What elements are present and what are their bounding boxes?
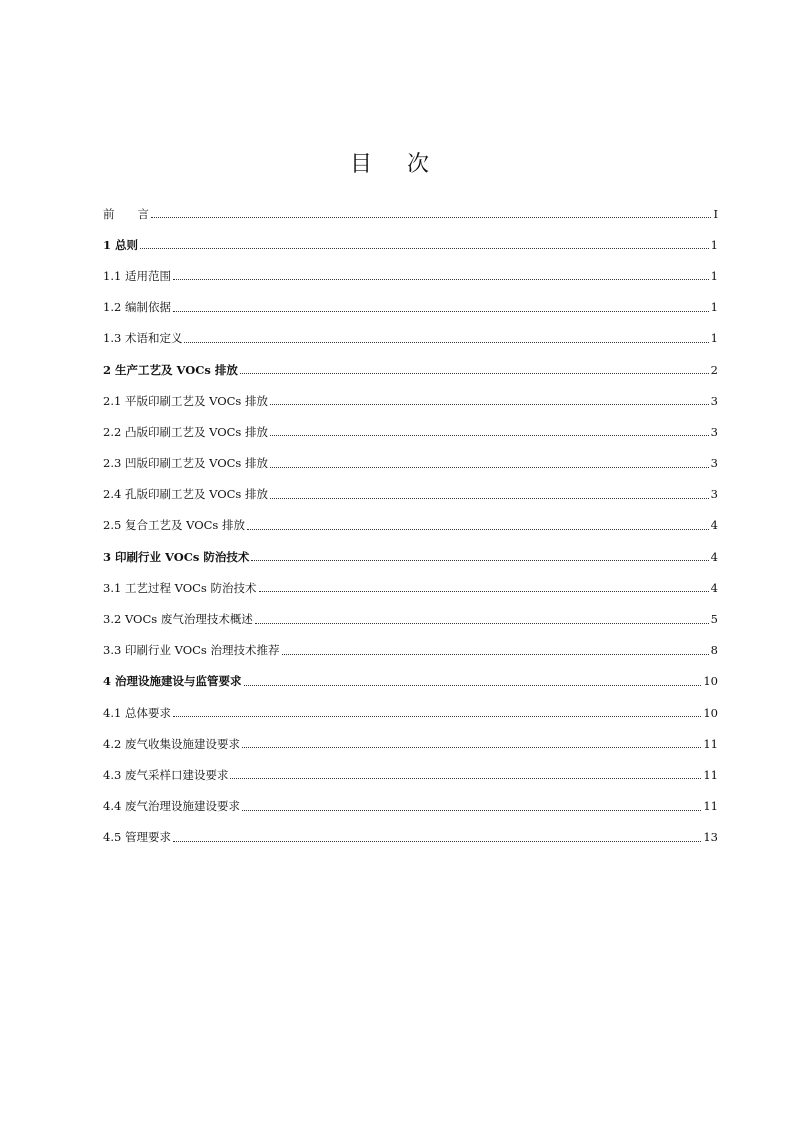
toc-page-number: 11 bbox=[703, 799, 718, 814]
toc-entry-label: 3 印刷行业 VOCs 防治技术 bbox=[103, 549, 250, 564]
dot-leader bbox=[173, 311, 709, 312]
toc-entry-4-2[interactable] bbox=[103, 728, 718, 759]
toc-entry-label: 2 生产工艺及 VOCs 排放 bbox=[103, 362, 238, 377]
toc-page-number: 1 bbox=[710, 331, 718, 346]
toc-entry-label: 3.2 VOCs 废气治理技术概述 bbox=[103, 612, 253, 627]
toc-entry-label: 4.1 总体要求 bbox=[103, 705, 171, 720]
dot-leader bbox=[173, 716, 701, 717]
toc-page-number: 3 bbox=[710, 487, 718, 502]
toc-page-number: 11 bbox=[703, 736, 718, 751]
dot-leader bbox=[173, 841, 701, 842]
toc-entry-label: 1.2 编制依据 bbox=[103, 300, 171, 315]
toc-page-number: 4 bbox=[710, 580, 718, 595]
toc-entry-4-5[interactable] bbox=[103, 822, 718, 853]
toc-entry-3-2[interactable] bbox=[103, 603, 718, 634]
toc-page-number: 2 bbox=[710, 362, 718, 377]
toc-page-number: 8 bbox=[710, 643, 718, 658]
toc-entry-label: 1 总则 bbox=[103, 237, 139, 252]
dot-leader bbox=[140, 248, 709, 249]
toc-page-number: 3 bbox=[710, 424, 718, 439]
toc-entry-2-2[interactable] bbox=[103, 416, 718, 447]
toc-entry-3-1[interactable] bbox=[103, 572, 718, 603]
dot-leader bbox=[240, 373, 709, 374]
toc-entry-label: 4.5 管理要求 bbox=[103, 830, 171, 845]
toc-page-number: 3 bbox=[710, 456, 718, 471]
toc-entry-label: 1.3 术语和定义 bbox=[103, 331, 183, 346]
toc-entry-1-1[interactable] bbox=[103, 260, 718, 291]
dot-leader bbox=[270, 498, 709, 499]
toc-entry-label: 2.2 凸版印刷工艺及 VOCs 排放 bbox=[103, 424, 268, 439]
dot-leader bbox=[230, 778, 701, 779]
toc-entry-label: 3.1 工艺过程 VOCs 防治技术 bbox=[103, 580, 257, 595]
toc-page-number: 10 bbox=[703, 674, 718, 689]
toc-page-number: 13 bbox=[703, 830, 718, 845]
toc-entry-2-5[interactable] bbox=[103, 510, 718, 541]
dot-leader bbox=[255, 623, 709, 624]
toc-entry-label: 2.1 平版印刷工艺及 VOCs 排放 bbox=[103, 393, 268, 408]
toc-page-number: 3 bbox=[710, 393, 718, 408]
toc-entry-3[interactable] bbox=[103, 541, 718, 572]
toc-page-number: 10 bbox=[703, 705, 718, 720]
toc-entry-label: 4 治理设施建设与监管要求 bbox=[103, 674, 242, 689]
toc-entry-4-1[interactable] bbox=[103, 697, 718, 728]
toc-page-number: 4 bbox=[710, 549, 718, 564]
toc-entry-1[interactable] bbox=[103, 229, 718, 260]
toc-entry-4-4[interactable] bbox=[103, 791, 718, 822]
dot-leader bbox=[184, 342, 708, 343]
toc-entry-label: 4.3 废气采样口建设要求 bbox=[103, 767, 229, 782]
toc-entry-2-1[interactable] bbox=[103, 385, 718, 416]
dot-leader bbox=[270, 404, 709, 405]
dot-leader bbox=[259, 591, 709, 592]
toc-entry-2[interactable] bbox=[103, 354, 718, 385]
toc-entry-3-3[interactable] bbox=[103, 635, 718, 666]
toc-page-number: 4 bbox=[710, 518, 718, 533]
toc-entry-1-2[interactable] bbox=[103, 292, 718, 323]
dot-leader bbox=[151, 217, 711, 218]
toc-page-number: I bbox=[713, 206, 718, 221]
toc-entry-label: 2.3 凹版印刷工艺及 VOCs 排放 bbox=[103, 456, 268, 471]
toc-entry-label: 2.4 孔版印刷工艺及 VOCs 排放 bbox=[103, 487, 268, 502]
toc-entry-preface[interactable] bbox=[103, 198, 718, 229]
toc-entry-4-3[interactable] bbox=[103, 759, 718, 790]
dot-leader bbox=[242, 810, 701, 811]
toc-entry-label: 前 言 bbox=[103, 206, 149, 221]
dot-leader bbox=[270, 467, 709, 468]
toc-page-number: 5 bbox=[710, 612, 718, 627]
toc-entry-label: 4.4 废气治理设施建设要求 bbox=[103, 799, 240, 814]
toc-entry-label: 4.2 废气收集设施建设要求 bbox=[103, 736, 240, 751]
toc-entry-label: 1.1 适用范围 bbox=[103, 268, 171, 283]
toc-entry-2-4[interactable] bbox=[103, 479, 718, 510]
toc-page-number: 1 bbox=[710, 237, 718, 252]
page-title: 目 次 bbox=[350, 152, 443, 177]
toc-entry-label: 2.5 复合工艺及 VOCs 排放 bbox=[103, 518, 245, 533]
dot-leader bbox=[242, 747, 701, 748]
dot-leader bbox=[282, 654, 709, 655]
dot-leader bbox=[270, 435, 709, 436]
toc-page-number: 11 bbox=[703, 767, 718, 782]
dot-leader bbox=[244, 685, 702, 686]
toc-page-number: 1 bbox=[710, 268, 718, 283]
toc-entry-4[interactable] bbox=[103, 666, 718, 697]
table-of-contents bbox=[103, 198, 718, 853]
toc-page-number: 1 bbox=[710, 300, 718, 315]
dot-leader bbox=[251, 560, 708, 561]
toc-entry-2-3[interactable] bbox=[103, 448, 718, 479]
dot-leader bbox=[173, 279, 709, 280]
toc-entry-label: 3.3 印刷行业 VOCs 治理技术推荐 bbox=[103, 643, 280, 658]
dot-leader bbox=[247, 529, 709, 530]
toc-entry-1-3[interactable] bbox=[103, 323, 718, 354]
